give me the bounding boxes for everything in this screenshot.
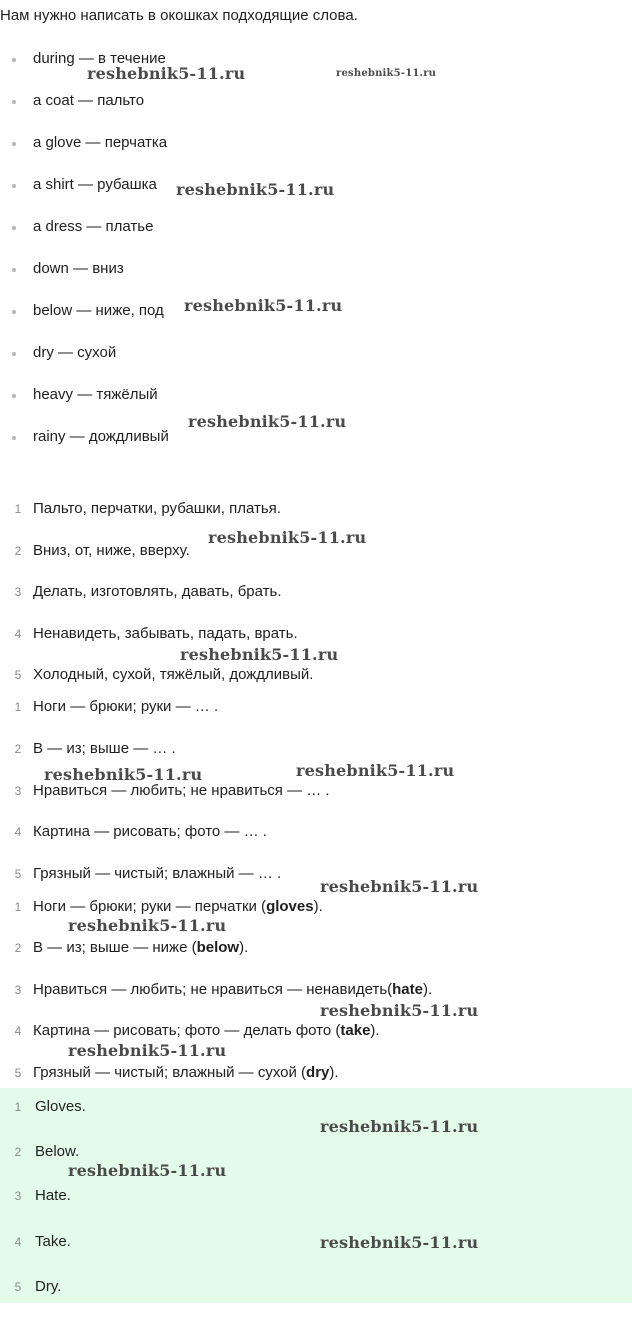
item-number: 2 [14,544,22,558]
watermark: reshebnik5-11.ru [87,64,246,83]
item-number: 5 [14,1280,22,1294]
group-item: Делать, изготовлять, давать, брать. [33,583,282,600]
bullet [12,268,16,272]
item-number: 5 [14,867,22,881]
item-number: 5 [14,668,22,682]
item-number: 3 [14,983,22,997]
answer-word: below [196,939,240,956]
answer-item: Gloves. [35,1098,86,1115]
solution-item: Грязный — чистый; влажный — сухой (dry). [33,1064,339,1081]
answer-item: Take. [35,1233,71,1250]
watermark: reshebnik5-11.ru [44,765,203,784]
watermark: reshebnik5-11.ru [320,877,479,896]
item-number: 4 [14,825,22,839]
item-number: 3 [14,784,22,798]
item-number: 2 [14,742,22,756]
item-number: 1 [14,900,22,914]
item-number: 2 [14,941,22,955]
watermark: reshebnik5-11.ru [184,296,343,315]
watermark: reshebnik5-11.ru [296,761,455,780]
group-item: Пальто, перчатки, рубашки, платья. [33,500,281,517]
watermark: reshebnik5-11.ru [68,916,227,935]
analogy-item: Картина — рисовать; фото — … . [33,823,267,840]
watermark: reshebnik5-11.ru [176,180,335,199]
bullet [12,394,16,398]
vocab-item: a shirt — рубашка [33,176,157,193]
bullet [12,436,16,440]
item-number: 1 [14,1100,22,1114]
bullet [12,226,16,230]
answer-word: hate [392,981,423,998]
item-number: 5 [14,1066,22,1080]
answer-item: Dry. [35,1278,62,1295]
answer-item: Hate. [35,1187,71,1204]
vocab-item: a coat — пальто [33,92,145,109]
watermark: reshebnik5-11.ru [320,1001,479,1020]
item-number: 1 [14,502,22,516]
bullet [12,58,16,62]
watermark: reshebnik5-11.ru [68,1161,227,1180]
watermark: reshebnik5-11.ru [208,528,367,547]
watermark: reshebnik5-11.ru [320,1233,479,1252]
item-number: 2 [14,1145,22,1159]
analogy-item: Грязный — чистый; влажный — … . [33,865,282,882]
answer-word: dry [306,1064,330,1081]
vocab-item: below — ниже, под [33,302,164,319]
watermark: reshebnik5-11.ru [188,412,347,431]
analogy-item: Нравиться — любить; не нравиться — … . [33,782,330,799]
bullet [12,100,16,104]
item-number: 1 [14,700,22,714]
item-number: 3 [14,585,22,599]
group-item: Вниз, от, ниже, вверху. [33,542,190,559]
group-item: Ненавидеть, забывать, падать, врать. [33,625,298,642]
bullet [12,310,16,314]
watermark: reshebnik5-11.ru [320,1117,479,1136]
answers-panel [0,1088,632,1303]
group-item: Холодный, сухой, тяжёлый, дождливый. [33,666,314,683]
vocab-item: during — в течение [33,50,166,67]
intro-text: Нам нужно написать в окошках подходящие слова. [0,7,358,24]
item-number: 3 [14,1189,22,1203]
vocab-item: a dress — платье [33,218,154,235]
answer-word: take [340,1022,371,1039]
watermark: reshebnik5-11.ru [180,645,339,664]
item-number: 4 [14,1235,22,1249]
solution-item: Ноги — брюки; руки — перчатки (gloves). [33,898,323,915]
item-number: 4 [14,627,22,641]
answer-word: gloves [266,898,314,915]
solution-item: Картина — рисовать; фото — делать фото (take). [33,1022,380,1039]
answer-item: Below. [35,1143,80,1160]
watermark: reshebnik5-11.ru [336,68,437,79]
bullet [12,184,16,188]
vocab-item: rainy — дождливый [33,428,169,445]
vocab-item: heavy — тяжёлый [33,386,158,403]
analogy-item: В — из; выше — … . [33,740,176,757]
solution-item: Нравиться — любить; не нравиться — ненавидеть(hate). [33,981,433,998]
vocab-item: dry — сухой [33,344,117,361]
solution-item: В — из; выше — ниже (below). [33,939,249,956]
analogy-item: Ноги — брюки; руки — … . [33,698,219,715]
item-number: 4 [14,1024,22,1038]
bullet [12,352,16,356]
watermark: reshebnik5-11.ru [68,1041,227,1060]
bullet [12,142,16,146]
vocab-item: a glove — перчатка [33,134,168,151]
vocab-item: down — вниз [33,260,124,277]
